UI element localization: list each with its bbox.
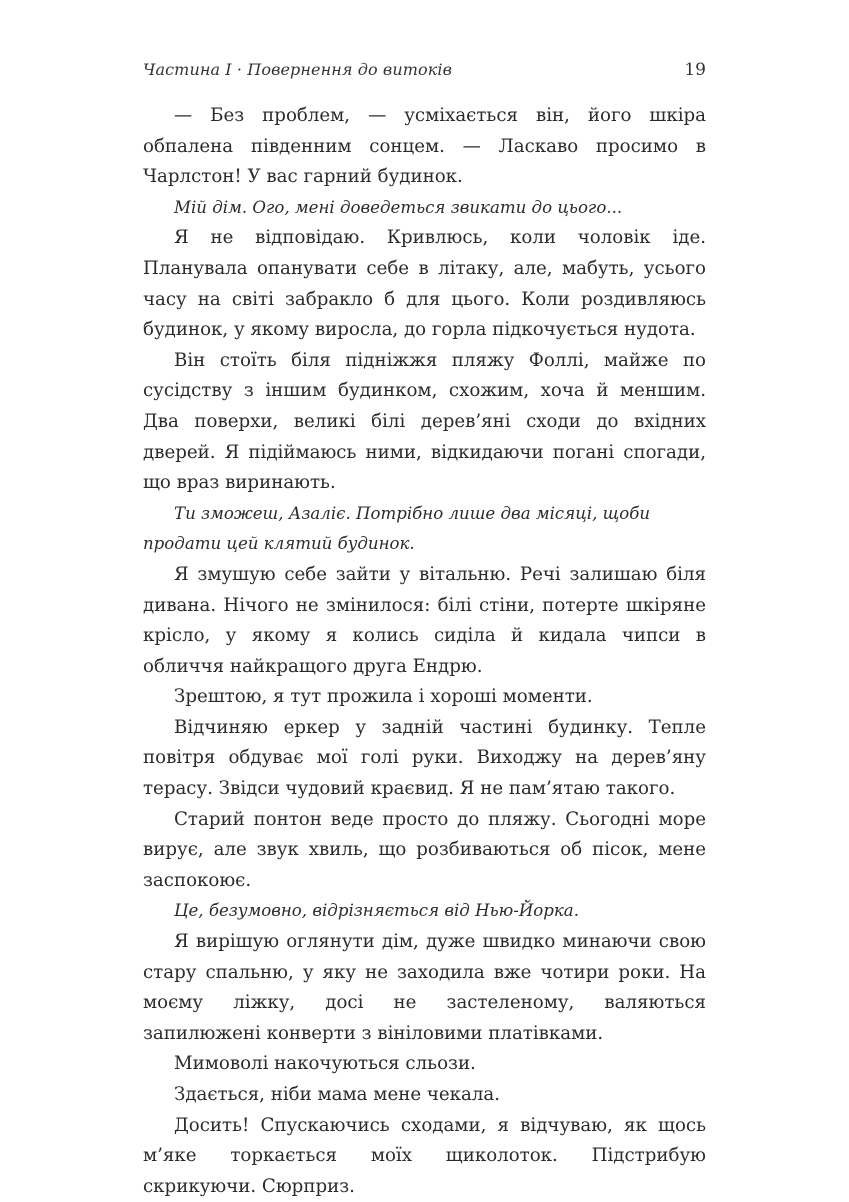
paragraph: Мимоволі накочуються сльози.	[174, 1053, 476, 1075]
page-header	[143, 60, 706, 88]
paragraph: Я не відповідаю. Кривлюсь, коли чоловік іде. Планувала опанувати себе в літаку, але, мабуть, усього часу на світі забракло б для цього. Коли роздивляюсь будинок, у якому виросла, до горла підкочується нудота.	[143, 227, 706, 341]
italic-paragraph: Ти зможеш, Азаліє. Потрібно лише два місяці, щоби продати цей клятий будинок.	[143, 503, 651, 554]
paragraph: — Без проблем, — усміхається він, його шкіра обпалена південним сонцем. — Ласкаво просимо в Чарлстон! У вас гарний будинок.	[143, 105, 706, 188]
paragraph: Відчиняю еркер у задній частині будинку. Тепле повітря обдуває мої голі руки. Виходжу на дерев’яну терасу. Звідси чудовий краєвид. Я не пам’ятаю такого.	[143, 716, 706, 800]
running-head: Частина I · Повернення до витоків	[143, 60, 453, 79]
paragraph: Старий понтон веде просто до пляжу. Сьогодні море вирує, але звук хвиль, що розбиваються об пісок, мене заспокоює.	[143, 808, 706, 891]
paragraph: Досить! Спускаючись сходами, я відчуваю, як щось м’яке торкається моїх щиколоток. Підстрибую скрикуючи. Сюрприз.	[143, 1114, 706, 1197]
body-text	[143, 101, 706, 1202]
paragraph: Зрештою, я тут прожила і хороші моменти.	[174, 686, 593, 708]
italic-paragraph: Мій дім. Ого, мені доведеться звикати до цього...	[174, 197, 623, 217]
paragraph: Я вирішую оглянути дім, дуже швидко минаючи свою стару спальню, у яку не заходила вже чотири роки. На моєму ліжку, досі не застеленому, валяються запилюжені конверти з вініловими платівками.	[143, 931, 706, 1044]
paragraph: Він стоїть біля підніжжя пляжу Фоллі, майже по сусідству з іншим будинком, схожим, хоча й меншим. Два поверхи, великі білі дерев’яні сходи до вхідних дверей. Я підіймаюсь ними, відкидаючи погані спогади, що враз виринають.	[143, 349, 706, 494]
paragraph: Я змушую себе зайти у вітальню. Речі залишаю біля дивана. Нічого не змінилося: білі стіни, потерте шкіряне крісло, у якому я колись сиділа й кидала чипси в обличчя найкращого друга Ендрю.	[143, 563, 706, 677]
paragraph: Здається, ніби мама мене чекала.	[174, 1084, 501, 1105]
italic-paragraph: Це, безумовно, відрізняється від Нью-Йорка.	[174, 901, 579, 921]
page-number: 19	[684, 60, 706, 80]
